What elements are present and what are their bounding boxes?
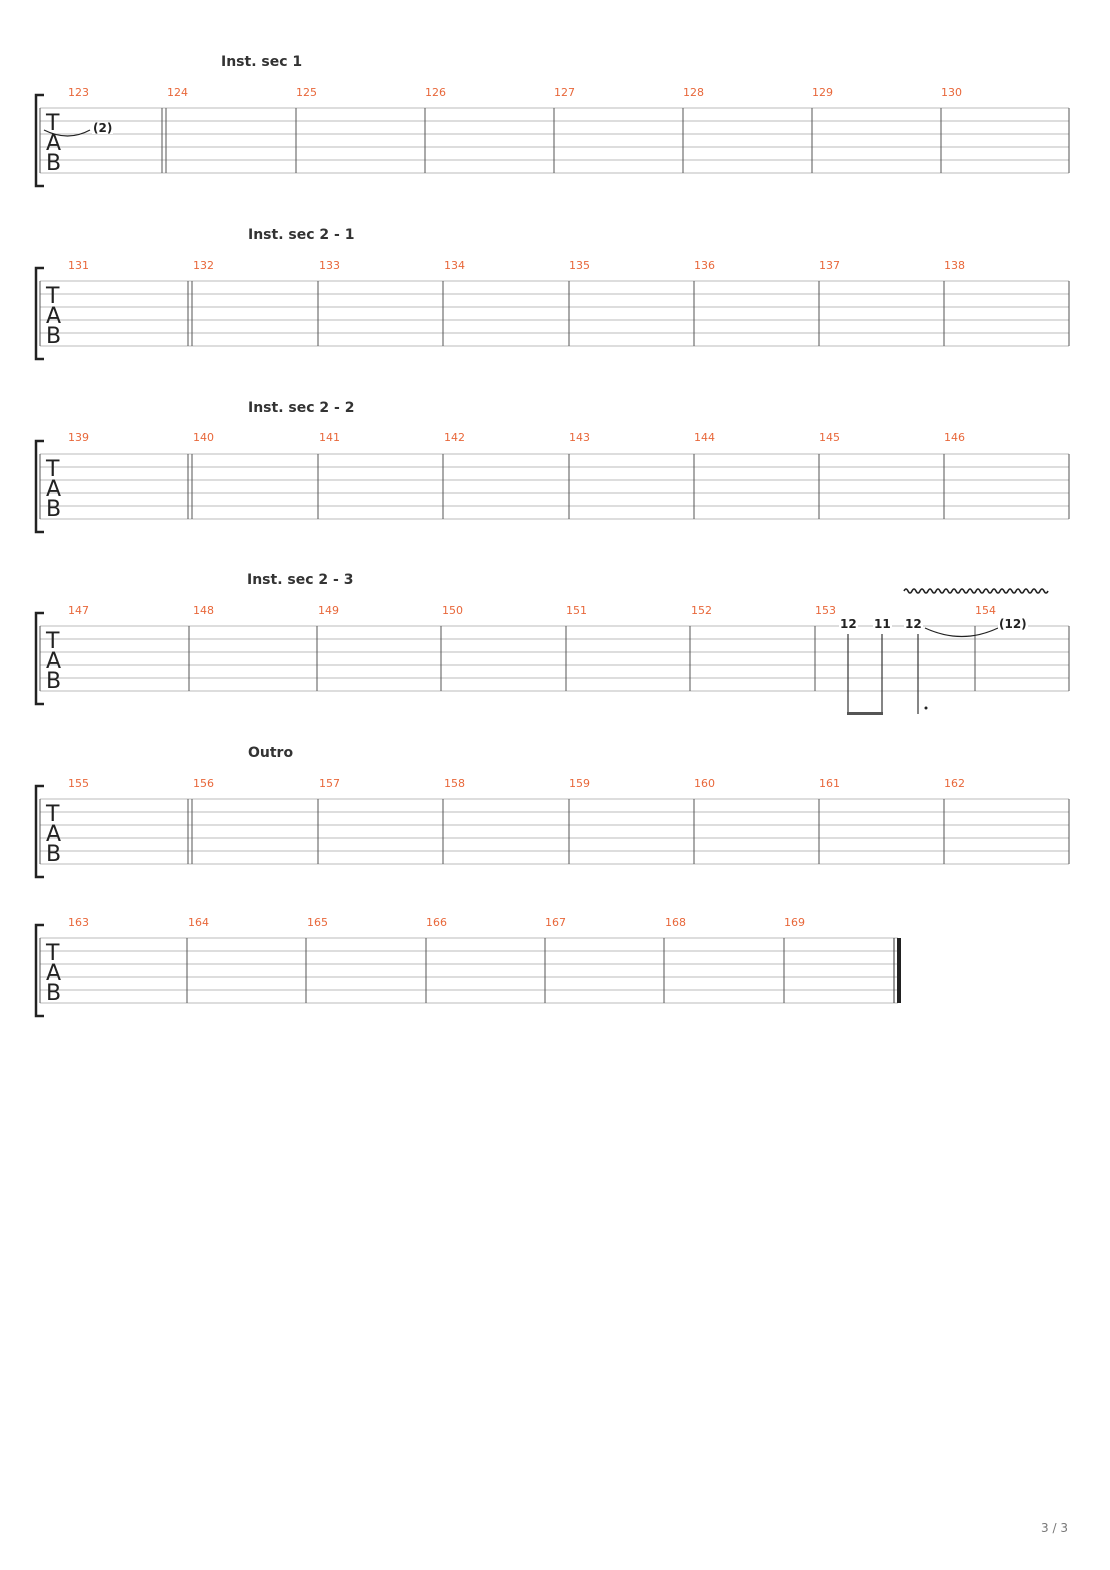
- bar-number: 129: [812, 86, 833, 99]
- tab-clef-letter: T: [46, 111, 60, 136]
- section-label: Inst. sec 2 - 2: [248, 400, 355, 416]
- bar-number: 156: [193, 777, 214, 790]
- bar-number: 153: [815, 604, 836, 617]
- fret-number: 12: [840, 617, 857, 631]
- tab-clef-letter: B: [46, 497, 62, 522]
- fret-number: (2): [93, 121, 113, 135]
- bar-number: 161: [819, 777, 840, 790]
- tab-clef-letter: B: [46, 151, 62, 176]
- bar-number: 152: [691, 604, 712, 617]
- bar-number: 155: [68, 777, 89, 790]
- bar-number: 132: [193, 259, 214, 272]
- bar-number: 148: [193, 604, 214, 617]
- bar-number: 124: [167, 86, 188, 99]
- tab-clef-letter: A: [46, 961, 62, 986]
- bar-number: 138: [944, 259, 965, 272]
- note-beam: [847, 712, 883, 715]
- bar-number: 158: [444, 777, 465, 790]
- tab-clef-letter: A: [46, 477, 62, 502]
- bar-number: 125: [296, 86, 317, 99]
- bar-number: 123: [68, 86, 89, 99]
- tab-clef-letter: B: [46, 324, 62, 349]
- section-label: Outro: [248, 745, 294, 761]
- dot: [925, 707, 928, 710]
- bar-number: 126: [425, 86, 446, 99]
- section-label: Inst. sec 2 - 1: [248, 227, 355, 243]
- bar-number: 136: [694, 259, 715, 272]
- bar-number: 137: [819, 259, 840, 272]
- bar-number: 159: [569, 777, 590, 790]
- tab-clef-letter: T: [46, 629, 60, 654]
- vibrato-mark: [904, 589, 1048, 593]
- bar-number: 143: [569, 431, 590, 444]
- fret-number: 11: [874, 617, 891, 631]
- bar-number: 139: [68, 431, 89, 444]
- bar-number: 131: [68, 259, 89, 272]
- tab-clef-letter: A: [46, 304, 62, 329]
- bar-number: 165: [307, 916, 328, 929]
- section-label: Inst. sec 1: [221, 54, 303, 70]
- bar-number: 154: [975, 604, 996, 617]
- bar-number: 167: [545, 916, 566, 929]
- tab-clef-letter: A: [46, 131, 62, 156]
- bar-number: 164: [188, 916, 209, 929]
- bar-number: 150: [442, 604, 463, 617]
- bar-number: 140: [193, 431, 214, 444]
- bar-number: 149: [318, 604, 339, 617]
- tab-clef-letter: T: [46, 941, 60, 966]
- section-label: Inst. sec 2 - 3: [247, 572, 354, 588]
- bar-number: 151: [566, 604, 587, 617]
- bar-number: 169: [784, 916, 805, 929]
- bar-number: 160: [694, 777, 715, 790]
- bar-number: 133: [319, 259, 340, 272]
- tab-clef-letter: T: [46, 802, 60, 827]
- bar-number: 147: [68, 604, 89, 617]
- bar-number: 144: [694, 431, 715, 444]
- bar-number: 166: [426, 916, 447, 929]
- bar-number: 145: [819, 431, 840, 444]
- bar-number: 142: [444, 431, 465, 444]
- tie: [925, 628, 998, 637]
- tab-clef-letter: T: [46, 457, 60, 482]
- fret-number: (12): [999, 617, 1027, 631]
- tab-clef-letter: B: [46, 981, 62, 1006]
- bar-number: 141: [319, 431, 340, 444]
- bar-number: 134: [444, 259, 465, 272]
- bar-number: 130: [941, 86, 962, 99]
- tab-clef-letter: T: [46, 284, 60, 309]
- tab-clef-letter: A: [46, 822, 62, 847]
- tab-clef-letter: B: [46, 669, 62, 694]
- tab-clef-letter: A: [46, 649, 62, 674]
- bar-number: 128: [683, 86, 704, 99]
- bar-number: 157: [319, 777, 340, 790]
- page-number: 3 / 3: [1041, 1521, 1068, 1535]
- bar-number: 135: [569, 259, 590, 272]
- bar-number: 168: [665, 916, 686, 929]
- bar-number: 146: [944, 431, 965, 444]
- bar-number: 162: [944, 777, 965, 790]
- tab-clef-letter: B: [46, 842, 62, 867]
- final-barline: [897, 938, 901, 1003]
- bar-number: 127: [554, 86, 575, 99]
- fret-number: 12: [905, 617, 922, 631]
- bar-number: 163: [68, 916, 89, 929]
